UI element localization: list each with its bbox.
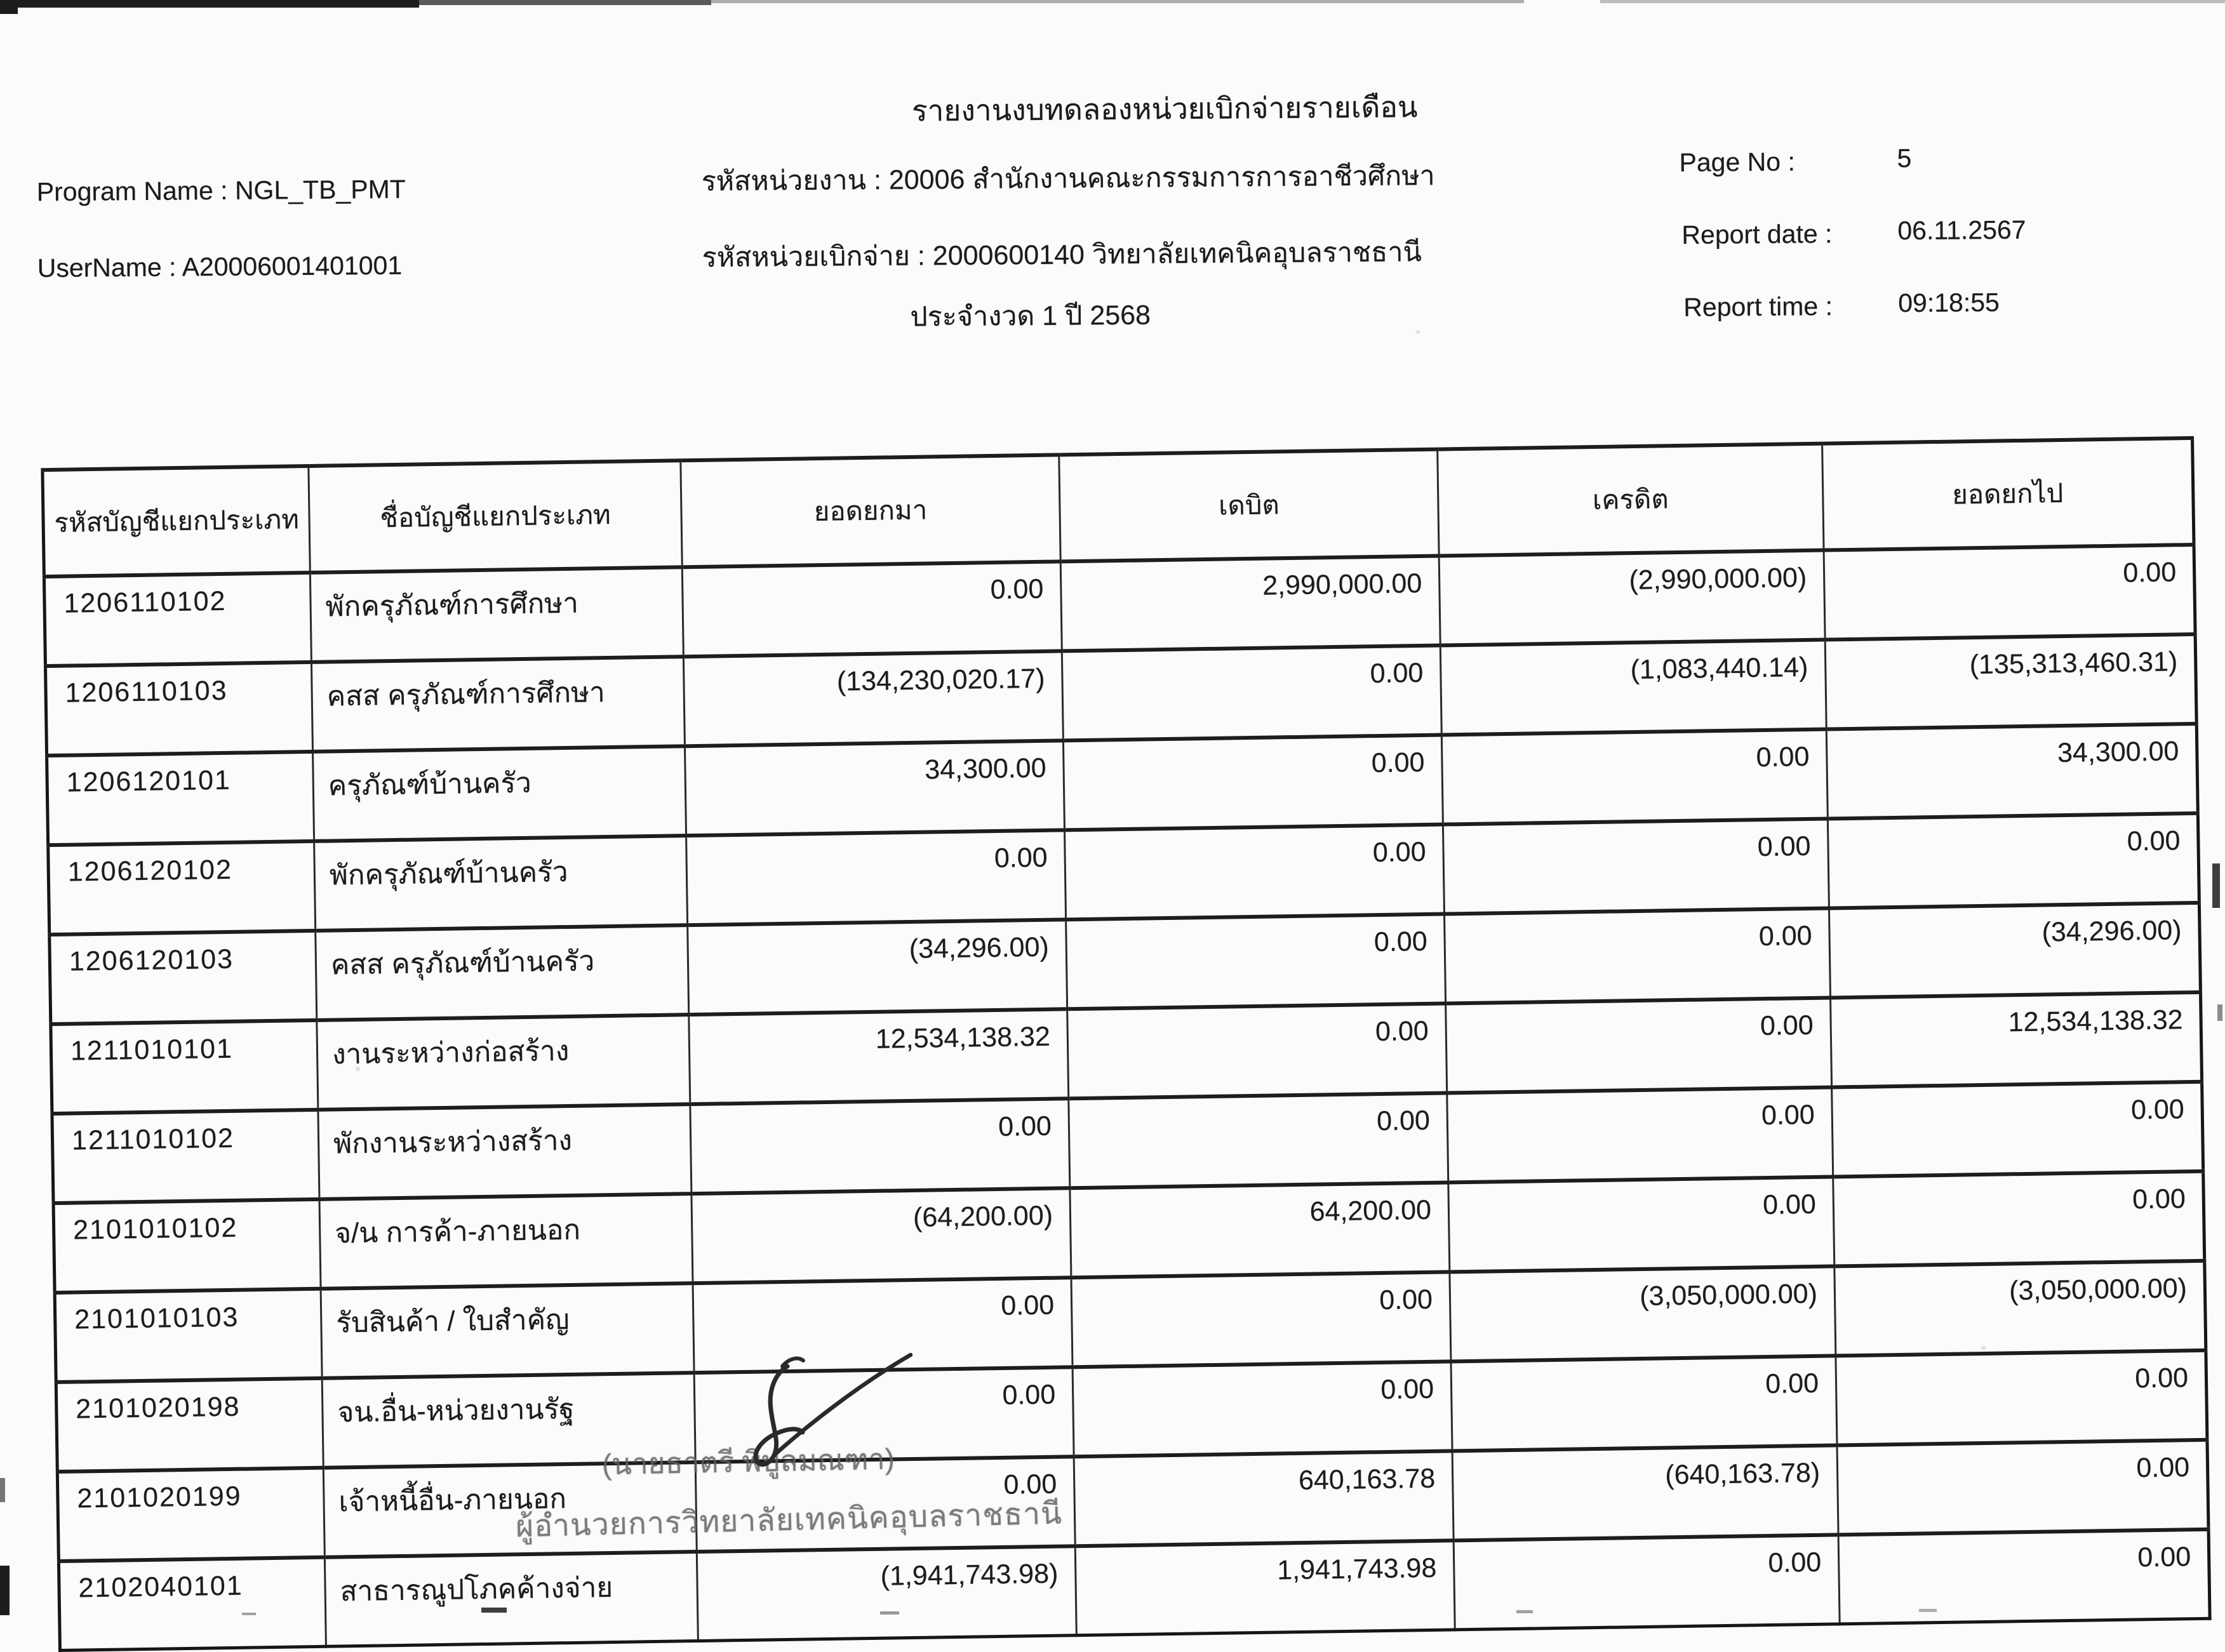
col-header-account-name: ชื่อบัญชีแยกประเภท: [309, 460, 682, 573]
cell-debit: 1,941,743.98: [1075, 1540, 1455, 1635]
scan-artifact-left-tick: [0, 1478, 5, 1502]
page-no-label: Page No :: [1679, 147, 1796, 177]
cell-account-code: 1206120103: [50, 931, 317, 1024]
report-title: รายงานงบทดลองหน่วยเบิกจ่ายรายเดือน: [911, 90, 1418, 128]
cell-account-name: สาธารณูปโภคค้างจ่าย: [324, 1552, 698, 1646]
cell-account-name: คสส ครุภัณฑ์การศึกษา: [311, 656, 685, 752]
cell-closing-balance: 12,534,138.32: [1831, 992, 2202, 1088]
cell-closing-balance: (135,313,460.31): [1825, 634, 2196, 729]
cell-credit: 0.00: [1451, 1356, 1837, 1451]
cell-opening-balance: (64,200.00): [692, 1188, 1071, 1283]
cell-account-code: 1206120102: [48, 841, 316, 935]
scan-artifact-right-bracket: [2212, 863, 2220, 908]
cell-opening-balance: 0.00: [690, 1098, 1070, 1194]
cell-account-code: 2101010103: [55, 1289, 322, 1382]
cell-account-code: 1206110103: [45, 662, 312, 756]
cell-account-code: 2101020198: [56, 1378, 323, 1472]
col-header-debit: เดบิต: [1059, 450, 1439, 562]
cell-opening-balance: 0.00: [693, 1277, 1072, 1373]
cell-credit: 0.00: [1453, 1535, 1840, 1629]
cell-closing-balance: 0.00: [1838, 1529, 2210, 1624]
cell-account-name: พักงานระหว่างสร้าง: [318, 1104, 692, 1199]
cell-credit: 0.00: [1445, 909, 1831, 1004]
cell-debit: 0.00: [1063, 735, 1443, 830]
cell-account-code: 1206120101: [47, 752, 314, 845]
report-time-value: 09:18:55: [1898, 288, 2000, 318]
cell-debit: 0.00: [1062, 646, 1441, 741]
cell-debit: 0.00: [1072, 1361, 1452, 1456]
cell-credit: 0.00: [1441, 729, 1827, 825]
cell-account-code: 1211010101: [51, 1020, 318, 1114]
trial-balance-table: [41, 436, 2211, 1652]
cell-credit: (640,163.78): [1452, 1445, 1838, 1540]
cell-closing-balance: 0.00: [1833, 1171, 2205, 1267]
cell-opening-balance: (134,230,020.17): [683, 651, 1063, 746]
cell-account-name: ครุภัณฑ์บ้านครัว: [313, 746, 686, 841]
cell-debit: 0.00: [1066, 914, 1446, 1009]
stamp-director-title: ผู้อำนวยการวิทยาลัยเทคนิคอุบลราชธานี: [515, 1496, 1063, 1544]
program-name-value: NGL_TB_PMT: [234, 174, 406, 205]
cell-account-name: พักครุภัณฑ์บ้านครัว: [314, 836, 688, 931]
cell-debit: 0.00: [1067, 1003, 1447, 1098]
scan-artifact-right-dash: [2217, 1004, 2222, 1021]
cell-opening-balance: 0.00: [694, 1367, 1074, 1462]
cell-account-name: รับสินค้า / ใบสำคัญ: [321, 1283, 694, 1378]
cell-credit: (3,050,000.00): [1450, 1266, 1836, 1361]
cell-account-code: 2102040101: [58, 1557, 326, 1651]
cell-opening-balance: 12,534,138.32: [689, 1009, 1069, 1104]
cell-opening-balance: 0.00: [686, 830, 1066, 925]
program-name-line: [37, 175, 406, 208]
period-line: ประจำงวด 1 ปี 2568: [910, 300, 1151, 333]
report-header: [0, 0, 2225, 415]
cell-debit: 64,200.00: [1070, 1182, 1450, 1277]
cell-account-name: งานระหว่างก่อสร้าง: [317, 1015, 690, 1110]
agency-line: รหัสหน่วยงาน : 20006 สำนักงานคณะกรรมการการอาชีวศึกษา: [701, 161, 1435, 197]
cell-account-name: จ/น การค้า-ภายนอก: [319, 1194, 693, 1289]
table-body: [44, 545, 2210, 1651]
col-header-closing-balance: ยอดยกไป: [1822, 438, 2194, 550]
col-header-credit: เครดิต: [1438, 444, 1824, 556]
cell-closing-balance: (34,296.00): [1829, 903, 2200, 998]
cell-account-code: 1206110102: [44, 573, 311, 666]
cell-account-code: 2101010102: [53, 1199, 321, 1293]
username-label: UserName :: [37, 252, 182, 283]
disbursement-unit-line: รหัสหน่วยเบิกจ่าย : 2000600140 วิทยาลัยเทคนิคอุบลราชธานี: [702, 237, 1422, 274]
cell-credit: 0.00: [1448, 1176, 1834, 1272]
cell-opening-balance: (1,941,743.98): [697, 1546, 1076, 1641]
cell-credit: 0.00: [1447, 1087, 1833, 1182]
cell-account-name: คสส ครุภัณฑ์บ้านครัว: [316, 925, 689, 1020]
cell-debit: 0.00: [1071, 1272, 1451, 1367]
col-header-account-code: รหัสบัญชีแยกประเภท: [43, 466, 310, 576]
cell-closing-balance: (3,050,000.00): [1834, 1261, 2206, 1356]
scan-artifact-left-bracket: [0, 1566, 10, 1615]
username-line: [37, 251, 403, 284]
cell-opening-balance: 0.00: [695, 1456, 1075, 1552]
cell-closing-balance: 34,300.00: [1826, 724, 2198, 819]
cell-credit: 0.00: [1443, 819, 1829, 914]
cell-account-name: จน.อื่น-หน่วยงานรัฐ: [322, 1373, 695, 1468]
stamp-director-name: (นายธาตรี พิบูลมณฑา): [601, 1442, 895, 1481]
cell-debit: 2,990,000.00: [1060, 556, 1440, 651]
report-time-label: Report time :: [1683, 291, 1833, 322]
cell-account-name: เจ้าหนี้อื่น-ภายนอก: [323, 1462, 697, 1557]
report-date-value: 06.11.2567: [1897, 215, 2026, 246]
page-no-value: 5: [1897, 143, 1912, 173]
cell-credit: (1,083,440.14): [1440, 640, 1826, 735]
username-value: A20006001401001: [182, 250, 403, 282]
cell-debit: 0.00: [1069, 1093, 1448, 1188]
cell-opening-balance: (34,296.00): [688, 919, 1067, 1015]
cell-closing-balance: 0.00: [1837, 1440, 2208, 1535]
program-name-label: Program Name :: [36, 175, 236, 207]
cell-account-code: 2101020199: [57, 1468, 324, 1561]
cell-credit: 0.00: [1446, 998, 1832, 1093]
signature-scribble: [738, 1345, 922, 1481]
cell-credit: (2,990,000.00): [1439, 550, 1825, 646]
col-header-opening-balance: ยอดยกมา: [681, 455, 1060, 567]
cell-closing-balance: 0.00: [1832, 1082, 2203, 1177]
cell-closing-balance: 0.00: [1824, 545, 2195, 640]
cell-account-name: พักครุภัณฑ์การศึกษา: [310, 567, 683, 662]
cell-opening-balance: 34,300.00: [685, 740, 1064, 836]
cell-debit: 640,163.78: [1074, 1451, 1453, 1546]
report-date-label: Report date :: [1681, 219, 1833, 250]
cell-closing-balance: 0.00: [1836, 1350, 2207, 1446]
cell-closing-balance: 0.00: [1827, 813, 2199, 909]
cell-debit: 0.00: [1064, 825, 1444, 920]
cell-opening-balance: 0.00: [682, 561, 1062, 656]
cell-account-code: 1211010102: [52, 1110, 319, 1203]
trial-balance-table-wrap: [41, 436, 2208, 1652]
